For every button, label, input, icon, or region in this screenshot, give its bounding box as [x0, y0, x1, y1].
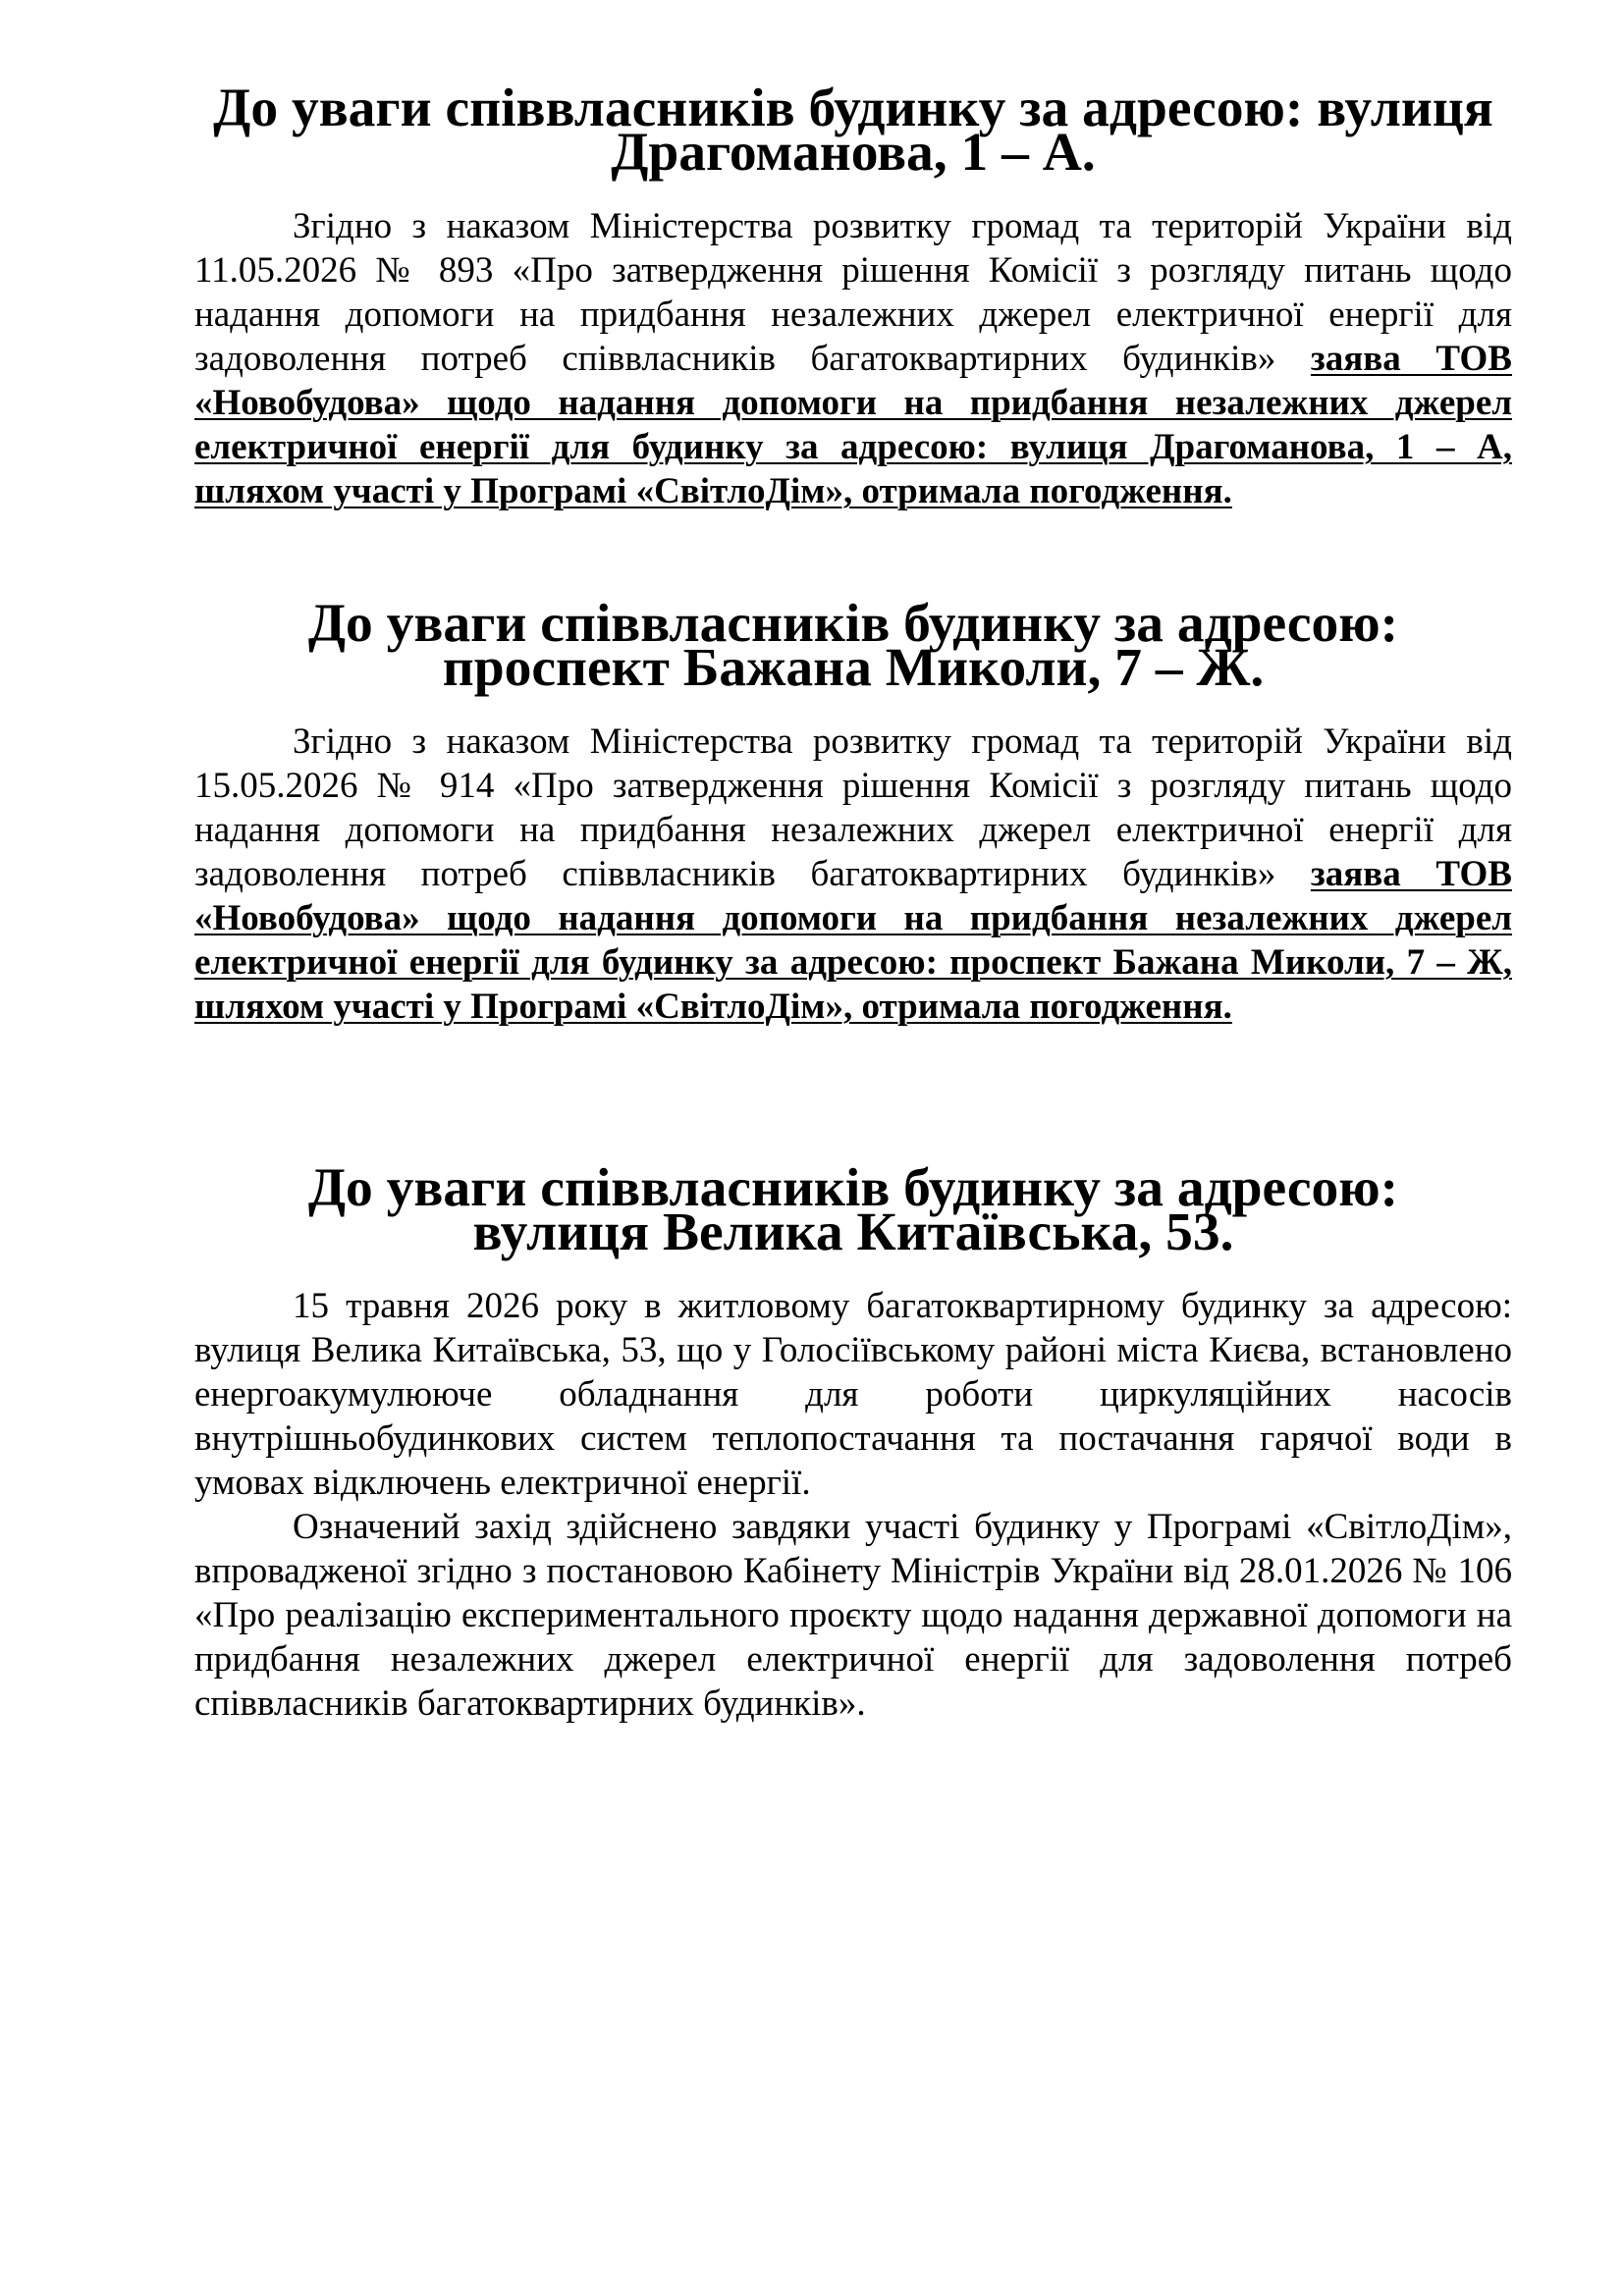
- notice-paragraph: Означений захід здійснено завдяки участі будинку у Програмі «СвітлоДім», впровадженої згідно з постановою Кабінету Міністрів України від 28.01.2026 № 106 «Про реалізацію експериментального проєкту щодо надання державної допомоги на придбання незалежних джерел електричної енергії для задоволення потреб співвласників багатоквартирних будинків».: [194, 1507, 1512, 1724]
- notice-heading-line: вулиця Велика Китаївська, 53.: [472, 1202, 1234, 1262]
- notice-paragraph-text: Згідно з наказом Міністерства розвитку громад та територій України від 11.05.2026 № 893 «Про затвердження рішення Комісії з розгляду питань щодо надання допомоги на придбання незалежних джерел електричної енергії для задоволення потреб співвласників багатоквартирних будинків»: [194, 206, 1512, 379]
- notice-heading-line: проспект Бажана Миколи, 7 – Ж.: [442, 638, 1265, 698]
- document-body: [194, 79, 1512, 1726]
- notice-paragraph: 15 травня 2026 року в житловому багатоквартирному будинку за адресою: вулиця Велика Китаївська, 53, що у Голосіївському районі міста Києва, встановлено енергоакумулююче обладнання для роботи циркуляційних насосів внутрішньобудинкових систем теплопостачання та постачання гарячої води в умовах відключень електричної енергії.: [194, 1286, 1512, 1503]
- notice-heading-line: До уваги співвласників будинку за адресою:: [307, 1158, 1399, 1218]
- notice-bazhana: [194, 594, 1512, 1029]
- notice-approval-statement: заява ТОВ «Новобудова» щодо надання допомоги на придбання незалежних джерел електричної енергії для будинку за адресою: проспект Бажана Миколи, 7 – Ж, шляхом участі у Програмі «СвітлоДім», отримала погодження.: [194, 854, 1512, 1027]
- notice-heading: [194, 79, 1512, 183]
- notice-heading: [194, 594, 1512, 698]
- notice-approval-statement: заява ТОВ «Новобудова» щодо надання допомоги на придбання незалежних джерел електричної енергії для будинку за адресою: вулиця Драгоманова, 1 – А, шляхом участі у Програмі «СвітлоДім», отримала погодження.: [194, 339, 1512, 511]
- notice-heading: [194, 1158, 1512, 1262]
- notice-paragraph: [194, 204, 1512, 513]
- notice-heading-line: До уваги співвласників будинку за адресою:: [307, 594, 1399, 654]
- notice-heading-line: До уваги співвласників будинку за адресою: вулиця Драгоманова, 1 – А.: [213, 79, 1493, 183]
- notice-paragraph-text: Згідно з наказом Міністерства розвитку громад та територій України від 15.05.2026 № 914 «Про затвердження рішення Комісії з розгляду питань щодо надання допомоги на придбання незалежних джерел електричної енергії для задоволення потреб співвласників багатоквартирних будинків»: [194, 721, 1512, 894]
- notice-dragomanova: [194, 79, 1512, 513]
- notice-paragraph: [194, 720, 1512, 1029]
- notice-velyka-kytaivska: [194, 1158, 1512, 1726]
